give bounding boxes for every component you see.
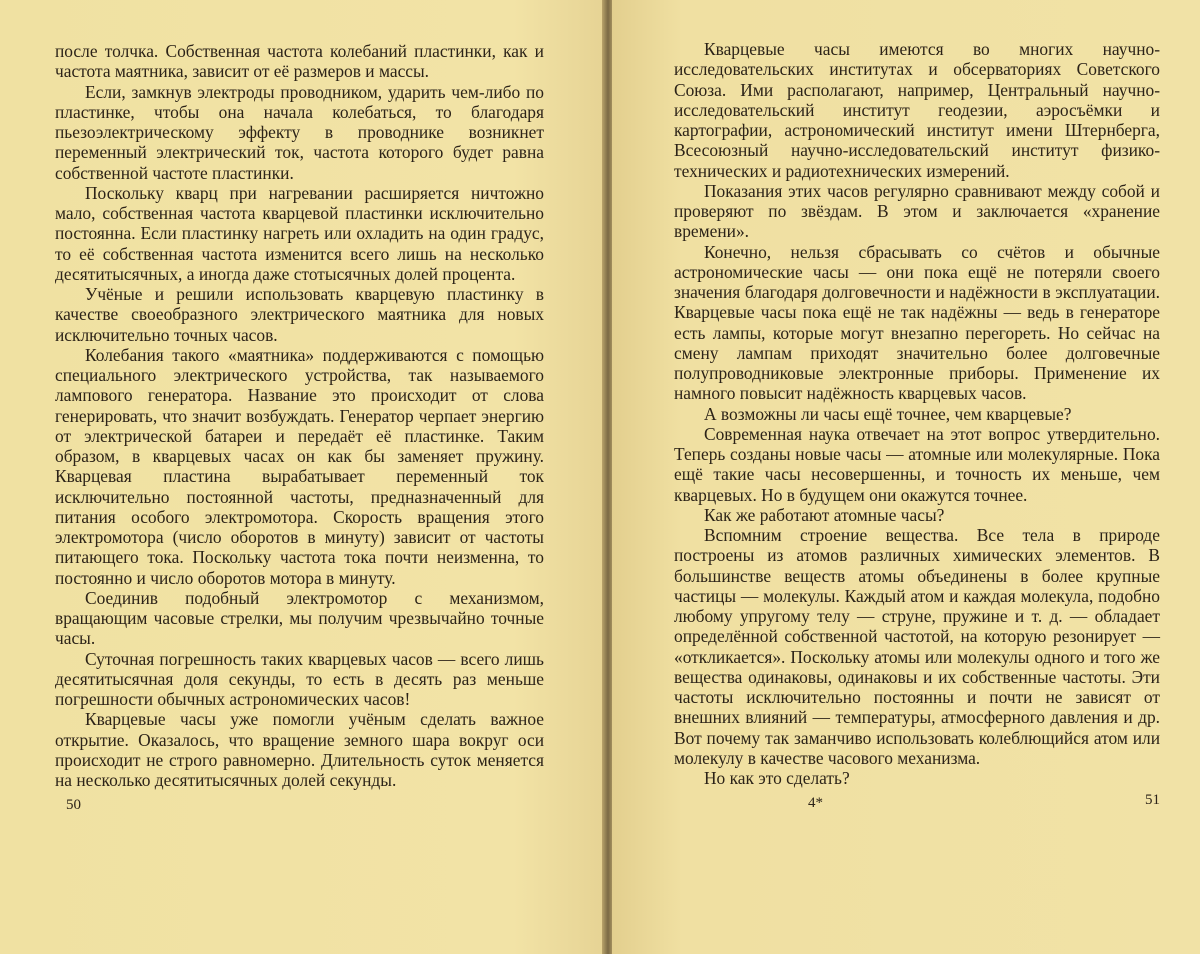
signature-mark: 4* (808, 795, 823, 811)
paragraph: Как же работают атомные часы? (704, 504, 945, 525)
paragraph: Но как это сделать? (704, 768, 850, 788)
page-number-left: 50 (66, 797, 81, 813)
paragraph: Соединив подобный электромотор с механизмом, вращающим часовые стрелки, мы получим чрезвычайно точные часы. (55, 587, 544, 649)
right-page (612, 0, 1200, 954)
paragraph: Суточная погрешность таких кварцевых часов — всего лишь десятитысячная доля секунды, то есть в десять раз меньше погрешности обычных астрономических часов! (55, 648, 544, 709)
paragraph: Кварцевые часы уже помогли учёным сделать важное открытие. Оказалось, что вращение земного шара вокруг оси происходит не строго равномерно. Длительность суток меняется на несколько десятитысячных долей секунды. (55, 709, 544, 790)
paragraph: Учёные и решили использовать кварцевую пластинку в качестве своеобразного электрического маятника для новых исключительно точных часов. (55, 284, 544, 345)
paragraph: Поскольку кварц при нагревании расширяется ничтожно мало, собственная частота кварцевой пластинки исключительно постоянна. Если пластинку нагреть или охладить на один градус, то её собственная частота изменится всего лишь на несколько десятитысячных, а иногда даже стотысячных долей процента. (55, 182, 544, 284)
paragraph: Показания этих часов регулярно сравнивают между собой и проверяют по звёздам. В этом и заключается «хранение времени». (674, 180, 1160, 242)
paragraph: Колебания такого «маятника» поддерживаются с помощью специального электрического устройства, так называемого лампового генератора. Название это происходит от слова генерировать, что значит возбуждать. Генератор черпает энергию от электрической батареи и передаёт её пластинке. Таким образом, в кварцевых часах он как бы заменяет пружину. Кварцевая пластина вырабатывает переменный ток исключительно постоянной частоты, предназначенный для питания особого электромотора. Скорость вращения этого электромотора (число оборотов в минуту) зависит от частоты питающего тока. Поскольку частота тока почти неизменна, то постоянно и число оборотов мотора в минуту. (55, 344, 544, 588)
left-page-text (55, 41, 544, 790)
paragraph: Вспомним строение вещества. Все тела в природе построены из атомов различных химических элементов. В большинстве веществ атомы объединены в более крупные частицы — молекулы. Каждый атом и каждая молекула, подобно любому упругому телу — струне, пружине и т. д. — обладает определённой собственной частотой, на которую резонирует — «откликается». Поскольку атомы или молекулы одного и того же вещества одинаковы, одинаковы и их собственные частоты. Эти частоты исключительно постоянны и почти не зависят от внешних влияний — температуры, атмосферного давления и др. Вот почему так заманчиво использовать колеблющийся атом или молекулу в качестве часового механизма. (674, 525, 1160, 768)
paragraph: Современная наука отвечает на этот вопрос утвердительно. Теперь созданы новые часы — атомные или молекулярные. Пока ещё такие часы несовершенны, и точность их меньше, чем кварцевых. Но в будущем они окажутся точнее. (674, 423, 1160, 505)
paragraph: Конечно, нельзя сбрасывать со счётов и обычные астрономические часы — они пока ещё не потеряли своего значения благодаря долговечности и надёжности в эксплуатации. Кварцевые часы пока ещё не так надёжны — ведь в генераторе есть лампы, которые могут внезапно перегореть. Но сейчас на смену лампам приходят значительно более долговечные полупроводниковые электронные приборы. Применение их намного повысит надёжность кварцевых часов. (674, 241, 1160, 404)
paragraph: Если, замкнув электроды проводником, ударить чем-либо по пластинке, чтобы она начала колебаться, то благодаря пьезоэлектрическому эффекту в проводнике возникнет переменный электрический ток, частота которого будет равна собственной частоте пластинки. (55, 81, 544, 183)
paragraph: А возможны ли часы ещё точнее, чем кварцевые? (704, 403, 1072, 424)
paragraph: Кварцевые часы имеются во многих научно-исследовательских институтах и обсерваториях Советского Союза. Ими располагают, например, Центральный научно-исследовательский институт геодезии, аэросъёмки и картографии, астрономический институт имени Штернберга, Всесоюзный научно-исследовательский институт физико-технических и радиотехнических измерений. (674, 39, 1160, 181)
paragraph: после толчка. Собственная частота колебаний пластинки, как и частота маятника, зависит от её размеров и массы. (55, 41, 544, 82)
right-page-text (674, 39, 1160, 788)
page-number-right: 51 (1145, 792, 1160, 808)
